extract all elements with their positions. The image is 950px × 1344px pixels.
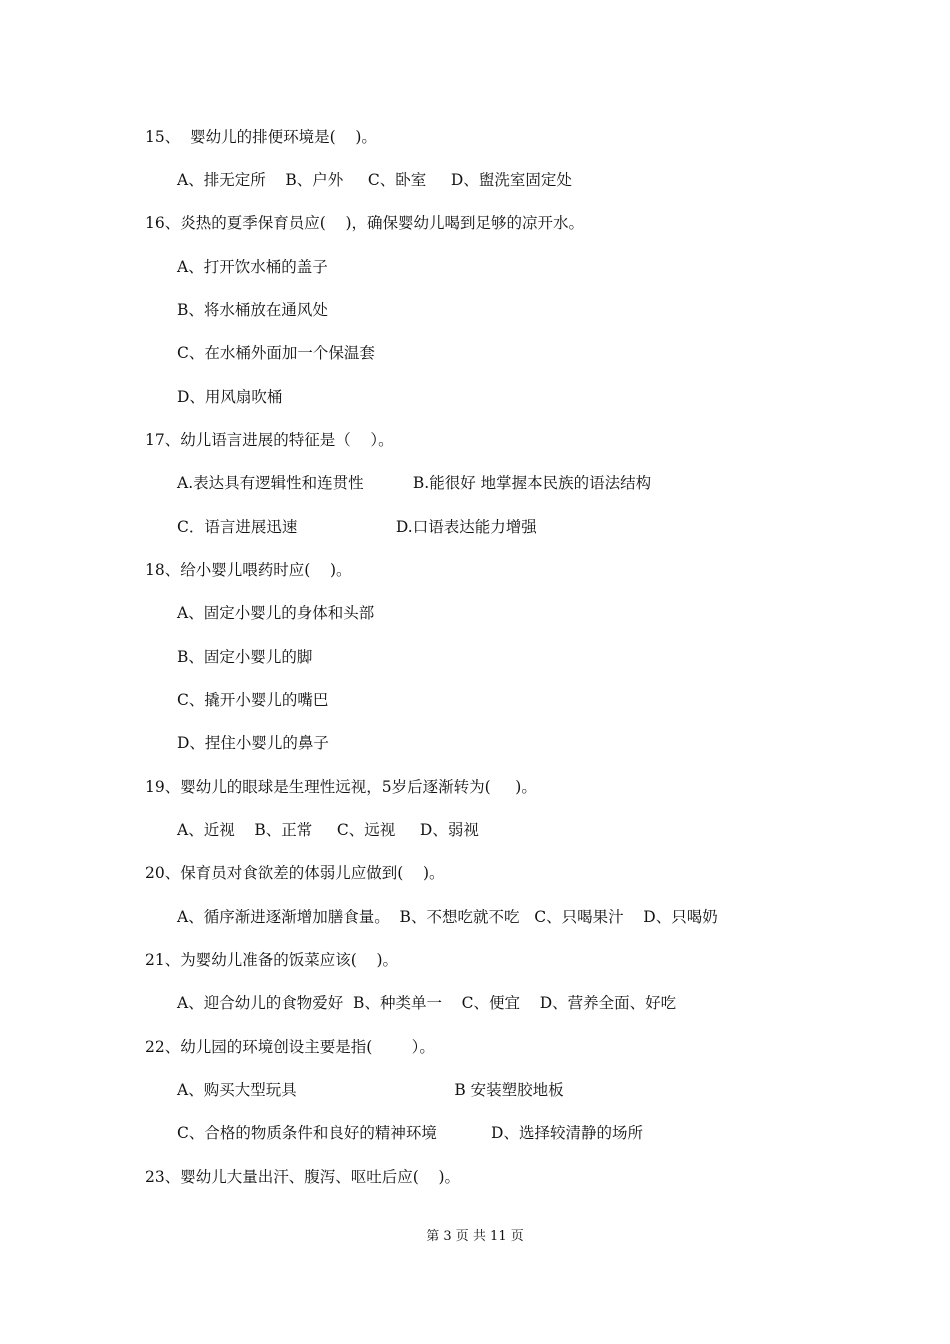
question-16-stem: 16、炎热的夏季保育员应( )，确保婴幼儿喝到足够的凉开水。 <box>145 214 585 232</box>
question-18-stem: 18、给小婴儿喂药时应( )。 <box>145 561 352 579</box>
question-22-stem: 22、幼儿园的环境创设主要是指( ）。 <box>145 1038 435 1056</box>
page-footer: 第 3 页 共 11 页 <box>426 1229 524 1244</box>
question-16-option-b: B、将水桶放在通风处 <box>177 301 328 319</box>
question-23-stem: 23、婴幼儿大量出汗、腹泻、呕吐后应( )。 <box>145 1168 461 1186</box>
question-21-options: A、迎合幼儿的食物爱好 B、种类单一 C、便宜 D、营养全面、好吃 <box>177 994 677 1012</box>
question-20-options: A、循序渐进逐渐增加膳食量。 B、不想吃就不吃 C、只喝果汁 D、只喝奶 <box>177 908 718 926</box>
question-18-option-c: C、撬开小婴儿的嘴巴 <box>177 691 329 709</box>
question-18-option-a: A、固定小婴儿的身体和头部 <box>177 604 375 622</box>
question-22-options-cd: C、合格的物质条件和良好的精神环境 D、选择较清静的场所 <box>177 1124 643 1142</box>
question-20-stem: 20、保育员对食欲差的体弱儿应做到( )。 <box>145 864 445 882</box>
question-21-stem: 21、为婴幼儿准备的饭菜应该( )。 <box>145 951 399 969</box>
question-16-option-d: D、用风扇吹桶 <box>177 388 283 406</box>
question-17-options-ab: A.表达具有逻辑性和连贯性 B.能很好 地掌握本民族的语法结构 <box>177 474 652 492</box>
question-17-options-cd: C．语言进展迅速 D.口语表达能力增强 <box>177 518 537 536</box>
question-18-option-d: D、捏住小婴儿的鼻子 <box>177 734 329 752</box>
question-17-stem: 17、幼儿语言进展的特征是（ ）。 <box>145 431 394 449</box>
question-16-option-c: C、在水桶外面加一个保温套 <box>177 344 375 362</box>
question-15-options: A、排无定所 B、户外 C、卧室 D、盥洗室固定处 <box>177 171 572 189</box>
question-15-stem: 15、 婴幼儿的排便环境是( )。 <box>145 128 377 146</box>
question-22-options-ab: A、购买大型玩具 B 安装塑胶地板 <box>177 1081 564 1099</box>
question-16-option-a: A、打开饮水桶的盖子 <box>177 258 328 276</box>
question-19-options: A、近视 B、正常 C、远视 D、弱视 <box>177 821 479 839</box>
question-18-option-b: B、固定小婴儿的脚 <box>177 648 313 666</box>
question-19-stem: 19、婴幼儿的眼球是生理性远视，5岁后逐渐转为( )。 <box>145 778 537 796</box>
